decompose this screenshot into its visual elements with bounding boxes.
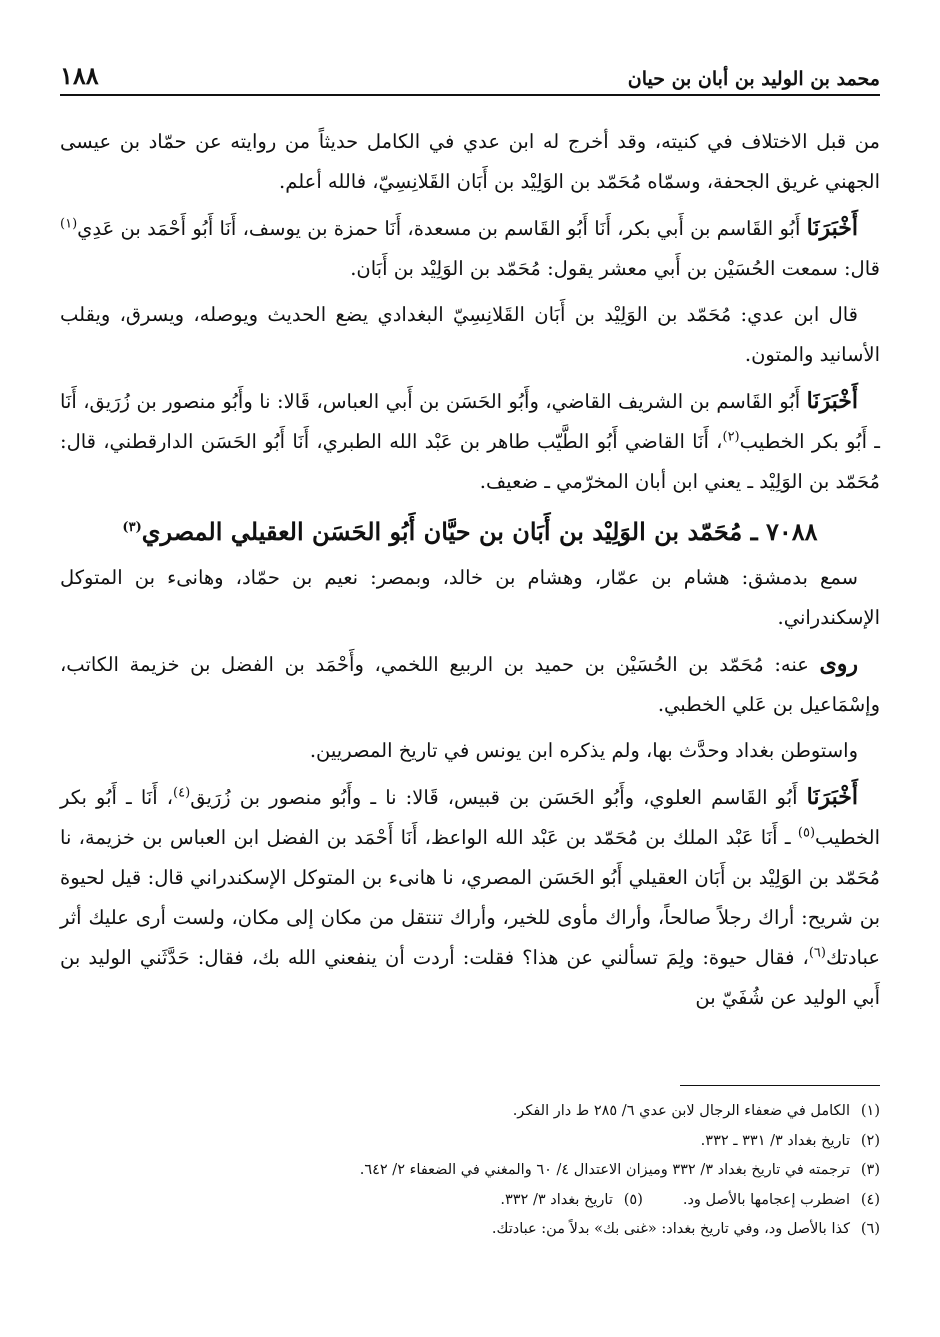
footnote-item (60, 1097, 880, 1127)
paragraph-6 (60, 644, 880, 725)
paragraph-text: ، أَنَا ـ أَبُو بكر الخطيب (60, 786, 880, 849)
footnote-divider (680, 1085, 880, 1086)
footnote-text: اضطرب إعجامها بالأصل ود. (682, 1191, 850, 1208)
footnote-text: تاريخ بغداد ٣/ ٣٣١ ـ ٣٣٢. (700, 1132, 850, 1149)
running-header (60, 56, 880, 96)
page-number: ١٨٨ (60, 61, 99, 90)
paragraph-text: ، فقال حيوة: ولِمَ تسألني عن هذا؟ فقلت: أردت أن ينفعني الله بك، فقال: حَدَّثَني الوليد بن أَبي الوليد عن شُفَيّ بن (60, 946, 880, 1009)
footnote-ref: (٣) (122, 520, 142, 535)
paragraph-1: من قبل الاختلاف في كنيته، وقد أخرج له ابن عدي في الكامل حديثاً من روايته عن حمّاد بن عيسى الجهني غريق الجحفة، وسمّاه مُحَمّد بن الوَلِيْد بن أَبَان القَلانِسِيّ، فالله أعلم. (60, 130, 880, 193)
paragraph-text: قال: سمعت الحُسَيْن بن أَبي معشر يقول: مُحَمّد بن الوَلِيْد بن أَبَان. (350, 257, 880, 280)
footnote-number: (٣) (860, 1162, 880, 1178)
paragraph-text: ـ أَنَا عَبْد الملك بن مُحَمّد بن عَبْد الله الواعظ، أَنَا أَحْمَد بن الفضل ابن العباس بن خزيمة، نا مُحَمّد بن الوَلِيْد بن أَبَان العقيلي أَبُو الحَسَن المصري، نا هانىء بن المتوكل الإسكندراني قال: قيل لحيوة بن شريح: أراك رجلاً صالحاً، وأراك مأوى للخير، وأراك تنتقل من مكان إلى مكان، ولست أرى عليك أثر عبادتك (60, 826, 880, 969)
footnote-text: ترجمته في تاريخ بغداد ٣/ ٣٣٢ وميزان الاعتدال ٤/ ٦٠ والمغني في الضعفاء ٢/ ٦٤٢. (359, 1162, 850, 1178)
footnote-text: كذا بالأصل ود، وفي تاريخ بغداد: «غنى بك» بدلاً من: عبادتك. (491, 1221, 850, 1237)
paragraph-7: واستوطن بغداد وحدَّث بها، ولم يذكره ابن يونس في تاريخ المصريين. (309, 739, 858, 762)
footnote-item-pair (60, 1186, 880, 1216)
footnote-item (60, 1156, 880, 1186)
footnote-ref: (٢) (722, 429, 740, 445)
footnote-number: (١) (860, 1103, 880, 1119)
paragraph-8 (60, 777, 880, 1018)
paragraph-text: أَبُو القَاسم العلوي، وأَبُو الحَسَن بن قبيس، قَالا: نا ـ وأَبُو منصور بن زُرَيق (190, 786, 807, 809)
footnote-ref: (٦) (808, 945, 826, 961)
footnote-number: (٤) (860, 1191, 880, 1208)
footnote-ref: (٥) (797, 825, 816, 841)
lead-word: روى (819, 651, 858, 677)
footnote-text: الكامل في ضعفاء الرجال لابن عدي ٦/ ٢٨٥ ط دار الفكر. (512, 1103, 850, 1119)
footnote-number: (٥) (623, 1191, 643, 1208)
footnote-item (60, 1215, 880, 1245)
page-header-title: محمد بن الوليد بن أبان بن حيان (627, 68, 880, 90)
paragraph-4 (60, 381, 880, 502)
lead-word: أَخْبَرَنَا (806, 388, 858, 414)
biography-heading-text: ٧٠٨٨ ـ مُحَمّد بن الوَلِيْد بن أَبَان بن حيَّان أَبُو الحَسَن العقيلي المصري (141, 517, 818, 546)
footnote-number: (٢) (860, 1132, 880, 1149)
main-text (60, 122, 880, 1024)
lead-word: أَخْبَرَنَا (806, 215, 858, 241)
lead-word: أَخْبَرَنَا (806, 784, 858, 810)
footnote-ref: (٤) (173, 785, 191, 801)
footnote-ref: (١) (60, 216, 78, 232)
paragraph-3: قال ابن عدي: مُحَمّد بن الوَلِيْد بن أَبَان القَلانِسِيّ البغدادي يضع الحديث ويوصله، ويسرق، ويقلب الأسانيد والمتون. (60, 303, 880, 366)
footnotes (60, 1097, 880, 1245)
paragraph-text: أَبُو القَاسم بن الشريف القاضي، وأَبُو الحَسَن بن أَبي العباس، قَالا: نا وأَبُو منصور بن زُرَيق، أَنَا ـ أَبُو بكر الخطيب (60, 390, 880, 453)
paragraph-text: أَبُو القَاسم بن أَبي بكر، أَنَا أَبُو القَاسم بن مسعدة، أَنَا حمزة بن يوسف، أَنَا أَبُو أَحْمَد بن عَدِي (77, 217, 807, 240)
footnote-text: تاريخ بغداد ٣/ ٣٣٢. (500, 1191, 613, 1208)
paragraph-5: سمع بدمشق: هشام بن عمّار، وهشام بن خالد، وبمصر: نعيم بن حمّاد، وهانىء بن المتوكل الإسكندراني. (60, 566, 880, 629)
paragraph-text: عنه: مُحَمّد بن الحُسَيْن بن حميد بن الربيع اللخمي، وأَحْمَد بن الفضل بن خزيمة الكاتب، وإسْمَاعيل بن عَلي الخطبي. (60, 653, 880, 716)
footnote-number: (٦) (860, 1221, 880, 1237)
paragraph-text: ، أَنَا القاضي أَبُو الطَّيّب طاهر بن عَبْد الله الطبري، أَنَا أَبُو الحَسَن الدارقطني، قال: مُحَمّد بن الوَلِيْد ـ يعني ابن أبان المخرّمي ـ ضعيف. (60, 430, 880, 493)
paragraph-2 (60, 208, 880, 289)
footnote-item (60, 1127, 880, 1157)
biography-heading (60, 508, 880, 556)
